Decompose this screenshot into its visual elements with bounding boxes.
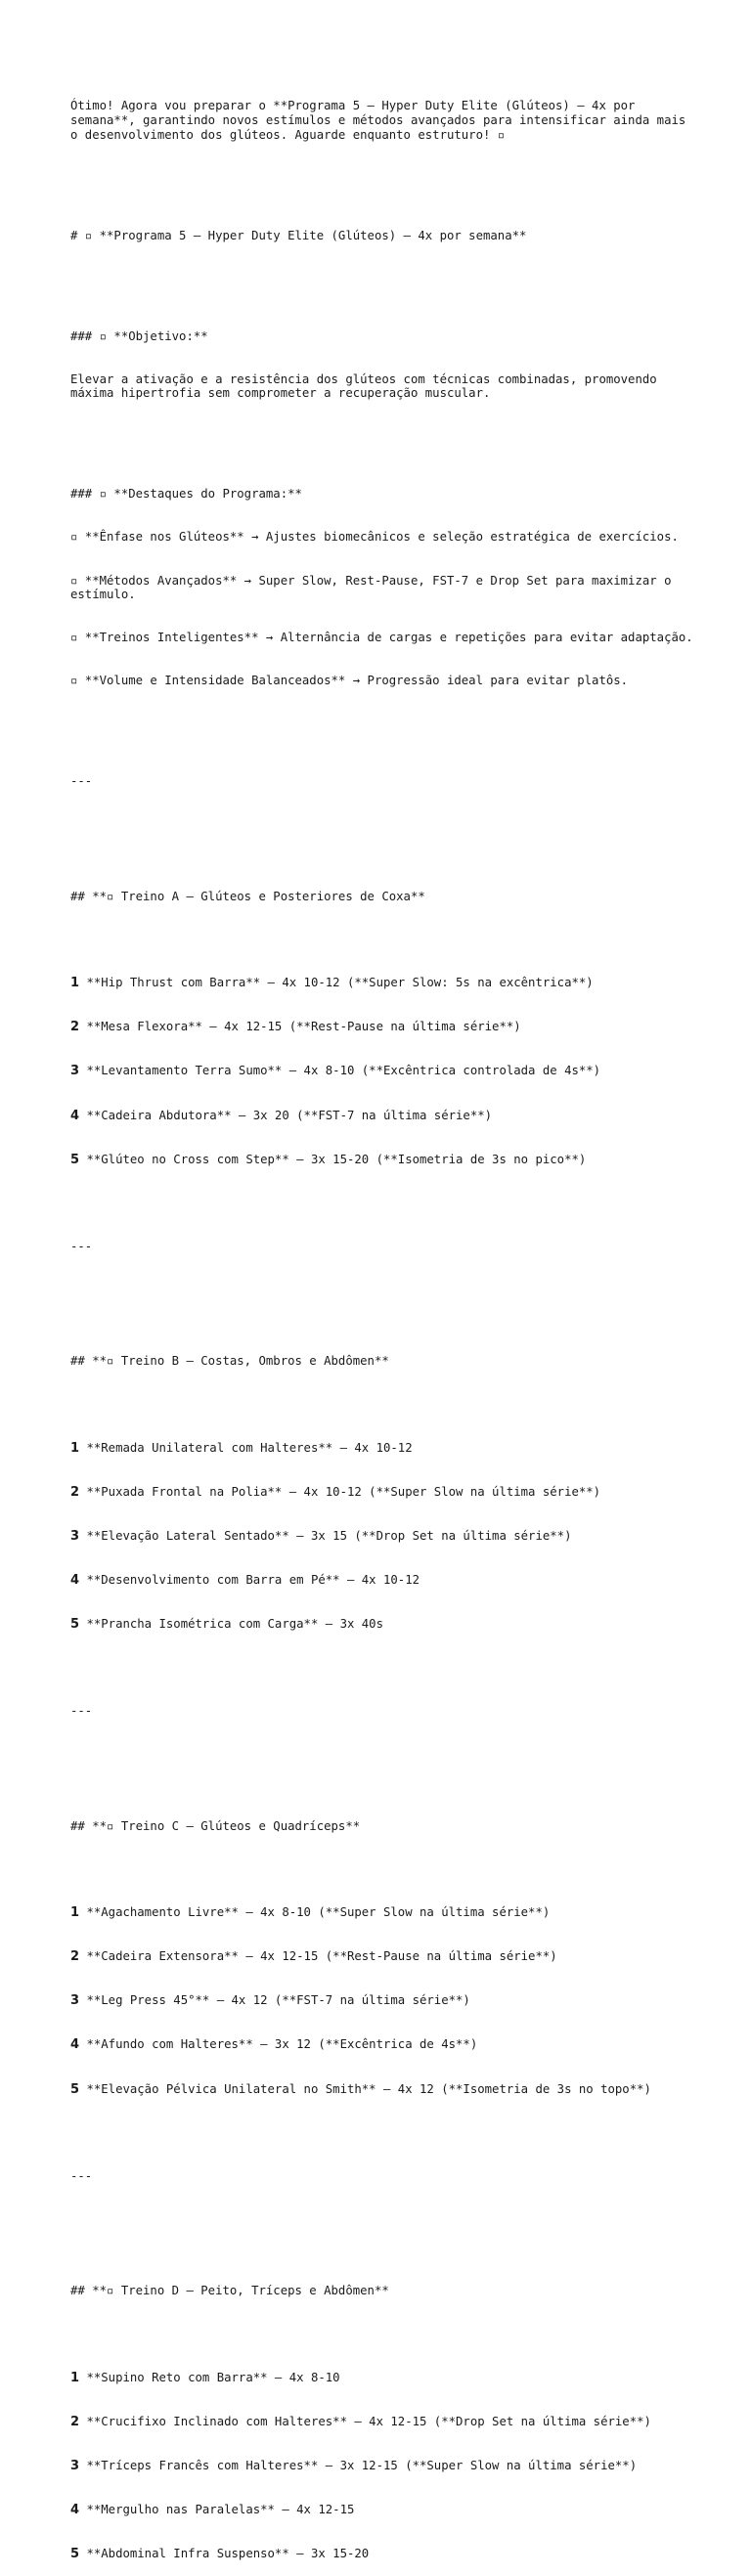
objective-heading: ### ▫ **Objetivo:** [70,328,208,343]
exercise-text: **Levantamento Terra Sumo** – 4x 8-10 (**Excêntrica controlada de 4s**) [79,1064,601,1078]
separator: --- [70,1239,93,1253]
exercise-item [70,2037,696,2053]
item-number: 5 [70,2547,80,2561]
item-number: 1 [70,1440,80,1456]
exercise-text: **Afundo com Halteres** – 3x 12 (**Excêntrica de 4s**) [79,2037,478,2052]
exercise-item [70,2503,696,2518]
exercise-text: **Leg Press 45°** – 4x 12 (**FST-7 na última série**) [79,1993,470,2008]
item-number: 3 [70,1064,80,1079]
separator: --- [70,774,93,789]
exercise-text: **Elevação Lateral Sentado** – 3x 15 (**Drop Set na última série**) [79,1528,572,1543]
exercise-text: **Cadeira Abdutora** – 3x 20 (**FST-7 na última série**) [79,1108,493,1122]
highlight-item: ▫ **Ênfase nos Glúteos** → Ajustes biomecânicos e seleção estratégica de exercícios. [70,530,679,545]
item-number: 1 [70,1905,80,1921]
item-number: 1 [70,2370,80,2385]
highlight-item: ▫ **Métodos Avançados** → Super Slow, Rest-Pause, FST-7 e Drop Set para maximizar o estímulo. [70,573,679,602]
exercise-item [70,1573,696,1589]
exercise-text: **Agachamento Livre** – 4x 8-10 (**Super Slow na última série**) [79,1905,551,1920]
separator: --- [70,1704,93,1719]
item-number: 2 [70,1020,80,1035]
exercise-text: **Mesa Flexora** – 4x 12-15 (**Rest-Pause na última série**) [79,1020,521,1034]
separator: --- [70,2168,93,2183]
exercise-text: **Prancha Isométrica com Carga** – 3x 40s [79,1617,383,1632]
program-title: # ▫ **Programa 5 – Hyper Duty Elite (Glúteos) – 4x por semana** [70,228,527,242]
item-number: 3 [70,2458,80,2473]
exercise-text: **Supino Reto com Barra** – 4x 8-10 [79,2370,340,2384]
item-number: 4 [70,1108,80,1123]
exercise-item [70,1905,696,1921]
item-number: 5 [70,1617,80,1633]
highlights-heading: ### ▫ **Destaques do Programa:** [70,487,302,502]
exercise-item [70,1064,696,1079]
workout-a-heading: ## **▫ Treino A – Glúteos e Posteriores de Coxa** [70,890,425,903]
exercise-item [70,2082,696,2098]
exercise-item [70,1109,696,1124]
item-number: 4 [70,2037,80,2053]
exercise-text: **Puxada Frontal na Polia** – 4x 10-12 (**Super Slow na última série**) [79,1484,601,1499]
exercise-item [70,1441,696,1457]
exercise-text: **Elevação Pélvica Unilateral no Smith** – 4x 12 (**Isometria de 3s no topo**) [79,2081,651,2096]
exercise-text: **Crucifixo Inclinado com Halteres** – 4x 12-15 (**Drop Set na última série**) [79,2414,651,2428]
workout-c-heading: ## **▫ Treino C – Glúteos e Quadríceps** [70,1818,361,1833]
exercise-text: **Cadeira Extensora** – 4x 12-15 (**Rest-Pause na última série**) [79,1949,557,1964]
exercise-item [70,976,696,991]
exercise-text: **Remada Unilateral com Halteres** – 4x 10-12 [79,1440,413,1455]
document-page [70,70,696,2576]
item-number: 3 [70,1993,80,2009]
exercise-text: **Glúteo no Cross com Step** – 3x 15-20 (**Isometria de 3s no pico**) [79,1152,587,1166]
exercise-item [70,1529,696,1545]
item-number: 4 [70,2502,80,2517]
item-number: 3 [70,1528,80,1544]
exercise-item [70,1949,696,1965]
exercise-text: **Abdominal Infra Suspenso** – 3x 15-20 [79,2547,370,2560]
item-number: 2 [70,2414,80,2429]
exercise-text: **Mergulho nas Paralelas** – 4x 12-15 [79,2502,355,2516]
highlight-item: ▫ **Volume e Intensidade Balanceados** → Progressão ideal para evitar platôs. [70,674,629,688]
exercise-text: **Tríceps Francês com Halteres** – 3x 12-15 (**Super Slow na última série**) [79,2458,638,2472]
item-number: 5 [70,1152,80,1167]
item-number: 1 [70,976,80,991]
exercise-text: **Desenvolvimento com Barra em Pé** – 4x 10-12 [79,1572,420,1587]
objective-text: Elevar a ativação e a resistência dos glúteos com técnicas combinadas, promovendo máxima hipertrofia sem comprometer a recuperação muscular. [70,371,665,401]
workout-b-heading: ## **▫ Treino B – Costas, Ombros e Abdômen** [70,1354,389,1369]
item-number: 2 [70,1484,80,1500]
exercise-item [70,2459,696,2474]
highlight-item: ▫ **Treinos Inteligentes** → Alternância de cargas e repetições para evitar adaptação. [70,631,693,645]
item-number: 4 [70,1572,80,1588]
exercise-item [70,2415,696,2430]
workout-d-heading: ## **▫ Treino D – Peito, Tríceps e Abdômen** [70,2284,389,2298]
item-number: 5 [70,2081,80,2097]
exercise-item [70,1485,696,1501]
intro-paragraph: Ótimo! Agora vou preparar o **Programa 5 – Hyper Duty Elite (Glúteos) – 4x por semana**, garantindo novos estímulos e métodos avançados para intensificar ainda mais o desenvolvimento dos glúteos. Aguarde enquanto estruturo! ▫ [70,99,693,142]
exercise-item [70,1617,696,1633]
exercise-text: **Hip Thrust com Barra** – 4x 10-12 (**Super Slow: 5s na excêntrica**) [79,976,594,990]
item-number: 2 [70,1949,80,1965]
exercise-item [70,1993,696,2009]
exercise-item [70,1153,696,1168]
exercise-item [70,2547,696,2562]
exercise-item [70,2371,696,2386]
exercise-item [70,1020,696,1035]
